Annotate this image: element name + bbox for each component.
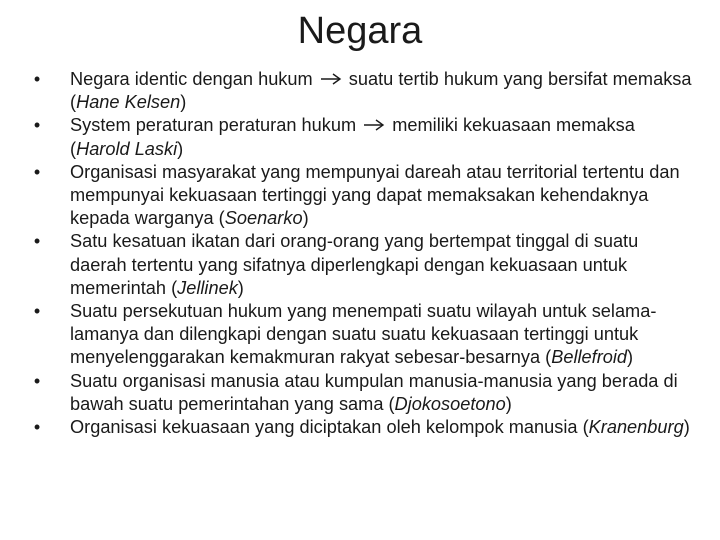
bullet-item [24, 114, 694, 160]
bullet-list [24, 68, 694, 439]
bullet-text: Negara identic dengan hukum [70, 69, 313, 89]
bullet-author: Djokosoetono [394, 393, 506, 414]
bullet-text-continued: memiliki kekuasaan memaksa ( [70, 115, 635, 159]
bullet-dot: • [33, 370, 41, 391]
arrow-right-icon [320, 68, 342, 80]
bullet-dot: • [33, 161, 41, 182]
bullet-text-continued: suatu tertib hukum yang bersifat memaksa ( [70, 69, 692, 113]
bullet-item [24, 416, 694, 439]
bullet-author: Soenarko [224, 208, 303, 229]
bullet-dot: • [33, 301, 41, 322]
bullet-text: Suatu persekutuan hukum yang menempati suatu wilayah untuk selama-lamanya dan dilengkapi dengan suatu suatu kekuasaan tertinggi untuk menyelenggarakan kemakmuran rakyat sebesar-besarnya ( [70, 301, 657, 368]
bullet-close-paren: ) [683, 417, 690, 438]
bullet-text: Satu kesatuan ikatan dari orang-orang yang bertempat tinggal di suatu daerah tertentu yang sifatnya diperlengkapi dengan kekuasaan untuk memerintah ( [70, 231, 639, 298]
bullet-close-paren: ) [505, 393, 512, 414]
bullet-author: Jellinek [177, 277, 238, 298]
arrow-right-icon [363, 114, 385, 126]
bullet-item [24, 370, 694, 416]
bullet-author: Bellefroid [551, 347, 628, 368]
bullet-text: System peraturan peraturan hukum [70, 115, 357, 136]
bullet-author: Kranenburg [588, 417, 684, 438]
bullet-item [24, 161, 694, 231]
bullet-text: Organisasi kekuasaan yang diciptakan oleh kelompok manusia ( [70, 417, 589, 438]
bullet-author: Harold Laski [76, 138, 178, 159]
bullet-close-paren: ) [177, 138, 184, 159]
bullet-item [24, 68, 694, 114]
bullet-close-paren: ) [180, 92, 187, 113]
bullet-dot: • [33, 417, 41, 438]
slide-title: Negara [297, 10, 423, 52]
bullet-dot: • [33, 115, 41, 136]
bullet-close-paren: ) [302, 208, 309, 229]
bullet-text: Suatu organisasi manusia atau kumpulan manusia-manusia yang berada di bawah suatu pemerintahan yang sama ( [70, 370, 678, 414]
bullet-item [24, 230, 694, 300]
bullet-item [24, 300, 694, 370]
bullet-dot: • [33, 69, 41, 89]
bullet-dot: • [33, 231, 41, 252]
bullet-close-paren: ) [627, 347, 634, 368]
bullet-author: Hane Kelsen [76, 92, 181, 113]
bullet-text: Organisasi masyarakat yang mempunyai dareah atau territorial tertentu dan mempunyai kekuasaan tertinggi yang dapat memaksakan kehendaknya kepada warganya ( [70, 161, 680, 229]
bullet-close-paren: ) [237, 277, 244, 298]
